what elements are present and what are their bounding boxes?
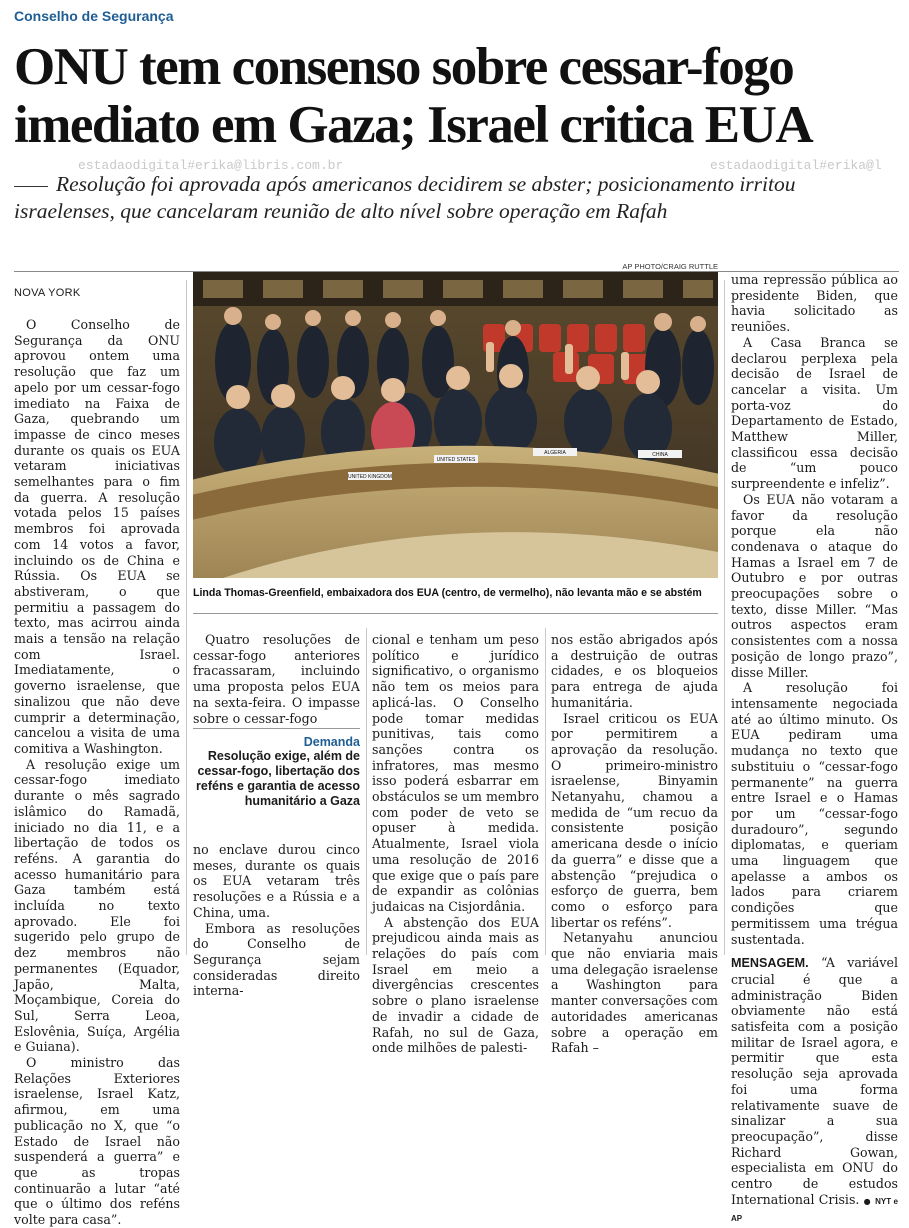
paragraph: A resolução exige um cessar-fogo imediato durante o mês sagrado islâmico do Ramadã, iniciado no dia 11, e a libertação de todos os reféns. A garantia do acesso humanitário para Gaza também está incluída no texto aprovado. Ele foi sugerido pelo grupo de dez membros não permanentes (Equador, Japão, Malta, Moçambique, Coreia do Sul, Serra Leoa, Eslovênia, Suíça, Argélia e Guiana). [14, 756, 180, 1055]
watermark: estadaodigital#erika@libris.com.br [78, 158, 344, 173]
paragraph: A resolução foi intensamente negociada até ao último minuto. Os EUA pediram uma mudança no texto que substituiu o “cessar-fogo permanente” na guerra entre Israel e o Hamas por um “cessar-fogo duradouro”, segundo diplomatas, e queriam uma linguagem que apelasse a ambos os lados para criarem condições que permitissem uma trégua sustentada. [731, 680, 898, 947]
subsection-tag: MENSAGEM. [731, 956, 809, 971]
nameplate: UNITED KINGDOM [348, 474, 392, 480]
signoff: NYT e AP [731, 1196, 899, 1224]
paragraph: O Conselho de Segurança da ONU aprovou ontem uma resolução que faz um apelo por um cessar-fogo imediato na Faixa de Gaza, quebrando um impasse de cinco meses durante os quais os EUA vetaram iniciativas semelhantes para o fim da guerra. A resolução votada pelos 15 países membros foi aprovada com 14 votos a favor, incluindo os de China e Rússia. Os EUA se abstiveram, o que permitiu a passagem do texto, mas acirrou ainda mais a tensão na relação com Israel. Imediatamente, o governo israelense, que sinalizou que não deve cumprir a determinação, cancelou a visita de uma comitiva a Washington. [14, 317, 180, 756]
un-council-photo [193, 272, 718, 578]
news-photo [193, 272, 718, 578]
watermark-right: estadaodigital#erika@l [710, 158, 882, 173]
nameplate: CHINA [652, 452, 668, 458]
paragraph: Israel criticou os EUA por permitirem a aprovação da resolução. O primeiro-ministro israelense, Binyamin Netanyahu, chamou a medida de “um recuo da consistente posição americana desde o início da guerra” e disse que a abstenção “prejudica o esforço de guerra, bem como o esforço para libertar os reféns”. [551, 710, 718, 930]
paragraph: uma repressão pública ao presidente Biden, que havia solicitado as reuniões. [731, 272, 898, 335]
paragraph: cional e tenham um peso político e jurídico significativo, o organismo não tem os meios para aplicá-las. O Conselho pode tomar medidas punitivas, tais como sanções contra os infratores, mas mesmo isso poderá esbarrar em obstáculos se um membro com poder de veto se opuser à medida. Atualmente, Israel viola uma resolução de 2016 que exige que o país pare de expandir as colônias judaicas na Cisjordânia. [372, 632, 539, 914]
paragraph: Embora as resoluções do Conselho de Segurança sejam consideradas direito interna- [193, 920, 360, 999]
paragraph: A Casa Branca se declarou perplexa pela decisão de Israel de cancelar a visita. Um porta-voz do Departamento de Estado, Matthew Miller, classificou essa decisão de “um pouco surpreendente e infeliz”. [731, 334, 898, 492]
column-rule [545, 628, 546, 955]
headline: ONU tem consenso sobre cessar-fogo imediato em Gaza; Israel critica EUA [14, 38, 813, 154]
caption-rule [193, 613, 718, 614]
paragraph: O ministro das Relações Exteriores israelense, Israel Katz, afirmou, em uma publicação no X, que “o Estado de Israel não suspenderá a guerra” e que as tropas continuarão a lutar “até que o último dos reféns volte para casa”. [14, 1055, 180, 1228]
nameplate: ALGERIA [544, 450, 566, 456]
pull-quote [193, 735, 360, 809]
pull-quote-text: Resolução exige, além de cessar-fogo, libertação dos reféns e garantia de acesso humanitário a Gaza [196, 749, 360, 808]
paragraph: Os EUA não votaram a favor da resolução porque ela não condenava o ataque do Hamas a Israel em 7 de Outubro e por outras preocupações sobre o texto, disse Miller. “Mas outros aspectos eram consistentes com a nossa posição de longo prazo”, disse Miller. [731, 491, 898, 680]
paragraph: A abstenção dos EUA prejudicou ainda mais as relações do país com Israel em meio a divergências crescentes sobre o plano israelense de invadir a cidade de Rafah, no sul de Gaza, onde milhões de palesti- [372, 914, 539, 1056]
paragraph: Quatro resoluções de cessar-fogo anteriores fracassaram, incluindo uma proposta pelos EUA na sexta-feira. O impasse sobre o cessar-fogo [193, 632, 360, 726]
paragraph: nos estão abrigados após a destruição de outras cidades, e os bloqueios para entrega de ajuda humanitária. [551, 632, 718, 710]
subhead-text: Resolução foi aprovada após americanos decidirem se abster; posicionamento irritou israelenses, que cancelaram reunião de alto nível sobre operação em Rafah [14, 172, 796, 223]
article-column-1 [14, 317, 180, 1228]
article-column-4 [551, 632, 718, 1056]
column-rule [186, 280, 187, 955]
nameplate: UNITED STATES [436, 457, 476, 463]
section-label: Conselho de Segurança [14, 8, 174, 24]
paragraph-text: “A variável crucial é que a administração Biden obviamente não está satisfeita com a posição militar de Israel agora, e permitir que esta resolução seja aprovada foi uma forma relativamente suave de sinalizar a sua preocupação”, disse Richard Gowan, especialista em ONU do centro de estudos International Crisis. [731, 955, 898, 1207]
article-column-2-cont [193, 842, 360, 999]
column-rule [724, 280, 725, 955]
article-column-3 [372, 632, 539, 1056]
paragraph: no enclave durou cinco meses, durante os quais os EUA vetaram três resoluções e a Rússia e a China, uma. [193, 842, 360, 920]
article-column-5 [731, 272, 898, 1227]
dateline: NOVA YORK [14, 287, 81, 299]
column-rule [366, 628, 367, 955]
subhead [14, 171, 899, 225]
photo-credit: AP PHOTO/CRAIG RUTTLE [622, 262, 718, 271]
pullquote-rule [193, 728, 360, 729]
paragraph: Netanyahu anunciou que não enviaria mais uma delegação israelense a Washington para manter conversações com autoridades americanas sobre a operação em Rafah – [551, 930, 718, 1056]
paragraph: MENSAGEM. “A variável crucial é que a administração Biden obviamente não está satisfeita com a posição militar de Israel agora, e permitir que esta resolução seja aprovada foi uma forma relativamente suave de sinalizar a sua preocupação”, disse Richard Gowan, especialista em ONU do centro de estudos International Crisis. ● NYT e AP [731, 955, 899, 1224]
photo-caption: Linda Thomas-Greenfield, embaixadora dos EUA (centro, de vermelho), não levanta mão e se abstém [193, 587, 702, 599]
article-column-2 [193, 632, 360, 726]
pull-quote-label: Demanda [303, 735, 360, 749]
